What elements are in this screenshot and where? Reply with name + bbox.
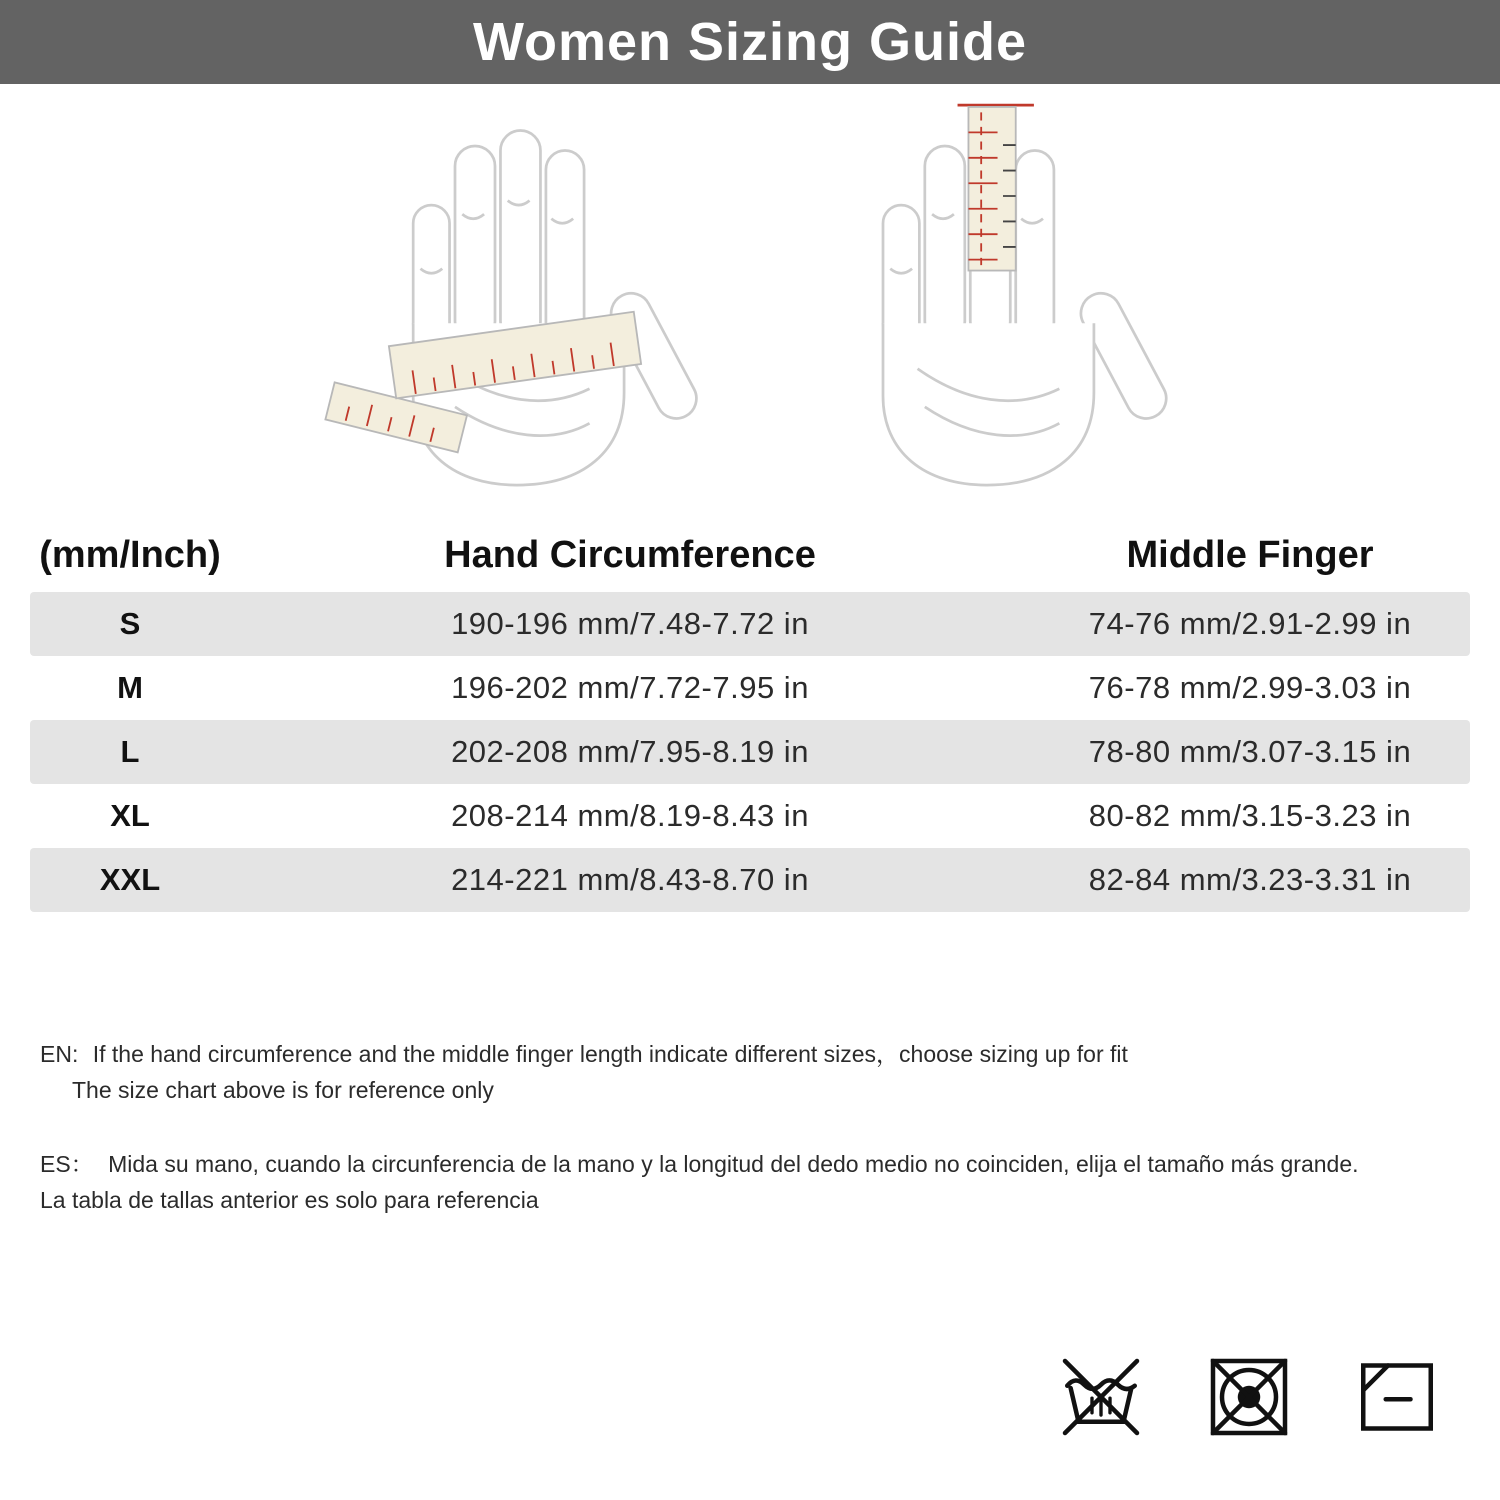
size-label: L bbox=[120, 734, 140, 769]
middle-finger-value: 80-82 mm/3.15-3.23 in bbox=[1088, 798, 1412, 833]
unit-label: (mm/Inch) bbox=[39, 533, 221, 576]
table-row-m bbox=[30, 656, 1470, 720]
do-not-tumble-dry-icon bbox=[1204, 1352, 1294, 1442]
hand-circumference-value: 202-208 mm/7.95-8.19 in bbox=[451, 734, 809, 769]
note-en-label: EN: bbox=[40, 1041, 79, 1067]
table-row-xl bbox=[30, 784, 1470, 848]
size-label: M bbox=[117, 670, 143, 705]
note-en-line2: The size chart above is for reference only bbox=[72, 1077, 494, 1103]
hand-circumference-value: 214-221 mm/8.43-8.70 in bbox=[451, 862, 809, 897]
do-not-wash-icon bbox=[1056, 1352, 1146, 1442]
size-label: S bbox=[119, 606, 141, 641]
column-middle-finger: Middle Finger bbox=[1126, 533, 1374, 576]
note-es-line1: Mida su mano, cuando la circunferencia de la mano y la longitud del dedo medio no coinciden, elija el tamaño más grande. bbox=[108, 1151, 1359, 1177]
table-row-s bbox=[30, 592, 1470, 656]
note-en-line1: If the hand circumference and the middle finger length indicate different sizes，choose sizing up for fit bbox=[92, 1041, 1128, 1067]
size-label: XXL bbox=[99, 862, 161, 897]
page-title: Women Sizing Guide bbox=[472, 12, 1028, 72]
middle-finger-value: 74-76 mm/2.91-2.99 in bbox=[1088, 606, 1412, 641]
note-es-line2: La tabla de tallas anterior es solo para referencia bbox=[40, 1187, 539, 1213]
column-hand-circumference: Hand Circumference bbox=[444, 533, 816, 576]
hand-circumference-value: 208-214 mm/8.19-8.43 in bbox=[451, 798, 809, 833]
middle-finger-illustration bbox=[828, 96, 1178, 496]
hand-illustrations bbox=[0, 96, 1500, 516]
header-bar bbox=[0, 0, 1500, 84]
care-symbols bbox=[1056, 1352, 1442, 1442]
middle-finger-value: 78-80 mm/3.07-3.15 in bbox=[1088, 734, 1412, 769]
note-english bbox=[40, 1036, 1128, 1108]
table-row-l bbox=[30, 720, 1470, 784]
hand-circumference-value: 196-202 mm/7.72-7.95 in bbox=[451, 670, 809, 705]
size-label: XL bbox=[110, 798, 150, 833]
table-row-xxl bbox=[30, 848, 1470, 912]
middle-finger-value: 76-78 mm/2.99-3.03 in bbox=[1088, 670, 1412, 705]
middle-finger-value: 82-84 mm/3.23-3.31 in bbox=[1088, 862, 1412, 897]
note-es-label: ES： bbox=[40, 1151, 94, 1177]
dry-flat-in-shade-icon bbox=[1352, 1352, 1442, 1442]
size-table bbox=[30, 518, 1470, 912]
size-table-header bbox=[30, 518, 1470, 592]
note-spanish bbox=[40, 1146, 1359, 1218]
hand-circumference-value: 190-196 mm/7.48-7.72 in bbox=[451, 606, 809, 641]
hand-circumference-illustration bbox=[322, 96, 708, 496]
